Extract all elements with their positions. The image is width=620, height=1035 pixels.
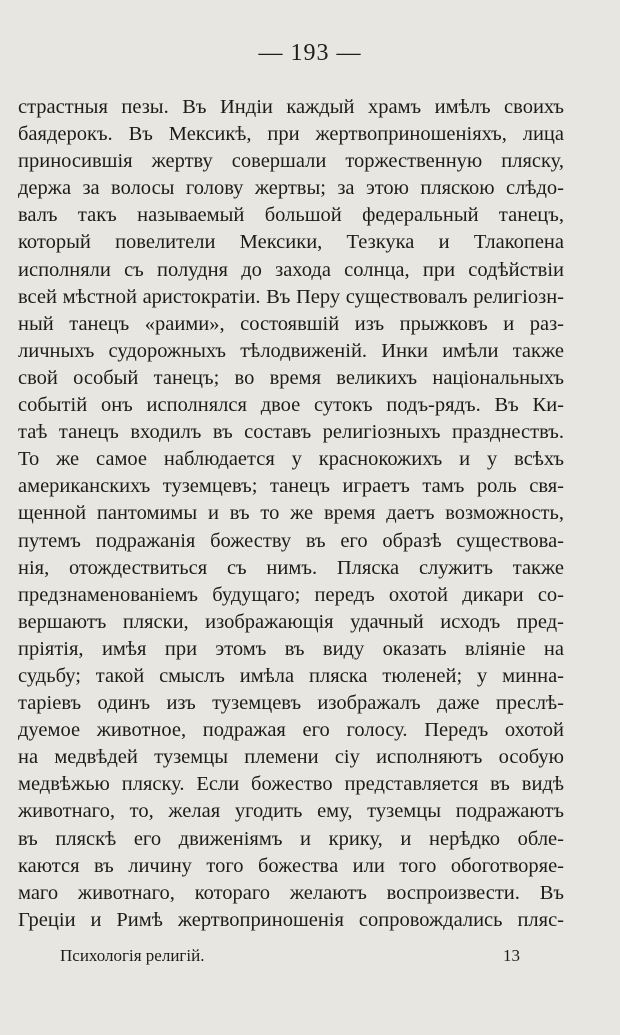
text-line: исполняли съ полудня до захода солнца, при содѣйствіи	[18, 258, 564, 281]
text-line: пріятія, имѣя при этомъ въ виду оказать вліяніе на	[18, 637, 564, 660]
text-line: предзнаменованіемъ будущаго; передъ охотой дикари со-	[18, 583, 564, 606]
text-line: путемъ подражанія божеству въ его образѣ существова-	[18, 529, 564, 552]
text-line: приносившія жертву совершали торжественную пляску,	[18, 150, 564, 173]
body-text	[18, 94, 564, 934]
text-line: личныхъ судорожныхъ тѣлодвиженій. Инки имѣли также	[18, 339, 564, 362]
text-line: который повелители Мексики, Тезкука и Тлакопена	[18, 231, 564, 254]
text-line: въ пляскѣ его движеніямъ и крику, и нерѣдко обле-	[18, 827, 564, 850]
text-line: валъ такъ называемый большой федеральный танецъ,	[18, 204, 564, 227]
text-line: страстныя пезы. Въ Индіи каждый храмъ имѣлъ своихъ	[18, 96, 564, 118]
text-line: медвѣжью пляску. Если божество представляется въ видѣ	[18, 773, 564, 796]
footer-signature-title: Психологія религій.	[60, 946, 205, 965]
text-line: баядерокъ. Въ Мексикѣ, при жертвоприношеніяхъ, лица	[18, 123, 564, 146]
text-line: вершаютъ пляски, изображающія удачный исходъ пред-	[18, 610, 564, 633]
text-line: маго животнаго, котораго желаютъ воспроизвести. Въ	[18, 881, 564, 904]
text-line: животнаго, то, желая угодить ему, туземцы подражаютъ	[18, 800, 564, 823]
text-line: Греціи и Римѣ жертвоприношенія сопровождались пляс-	[18, 908, 564, 931]
text-line: таріевъ одинъ изъ туземцевъ изображалъ даже преслѣ-	[18, 692, 564, 715]
text-line: щенной пантомимы и въ то же время даетъ возможность,	[18, 502, 564, 525]
text-line: событій онъ исполнялся двое сутокъ подъ-рядъ. Въ Ки-	[18, 394, 564, 417]
text-line: всей мѣстной аристократіи. Въ Перу существовалъ религіозн-	[18, 285, 564, 308]
text-line: каются въ личину того божества или того обоготворяе-	[18, 854, 564, 877]
page-number: — 193 —	[258, 40, 362, 66]
text-line: судьбу; такой смыслъ имѣла пляска тюленей; у минна-	[18, 664, 564, 687]
footer-signature-number: 13	[503, 946, 520, 965]
text-line: нія, отождествиться съ нимъ. Пляска служитъ также	[18, 556, 564, 579]
text-line: дуемое животное, подражая его голосу. Передъ охотой	[18, 719, 564, 742]
text-line: держа за волосы голову жертвы; за этою пляскою слѣдо-	[18, 177, 564, 200]
text-line: ный танецъ «раими», состоявшій изъ прыжковъ и раз-	[18, 312, 564, 335]
text-line: американскихъ туземцевъ; танецъ играетъ тамъ роль свя-	[18, 475, 564, 498]
text-line: То же самое наблюдается у краснокожихъ и у всѣхъ	[18, 448, 564, 471]
page-footer	[60, 946, 520, 970]
text-line: таѣ танецъ входилъ въ составъ религіозныхъ празднествъ.	[18, 421, 564, 444]
text-line: свой особый танецъ; во время великихъ національныхъ	[18, 366, 564, 389]
text-line: на медвѣдей туземцы племени сіу исполняютъ особую	[18, 746, 564, 769]
